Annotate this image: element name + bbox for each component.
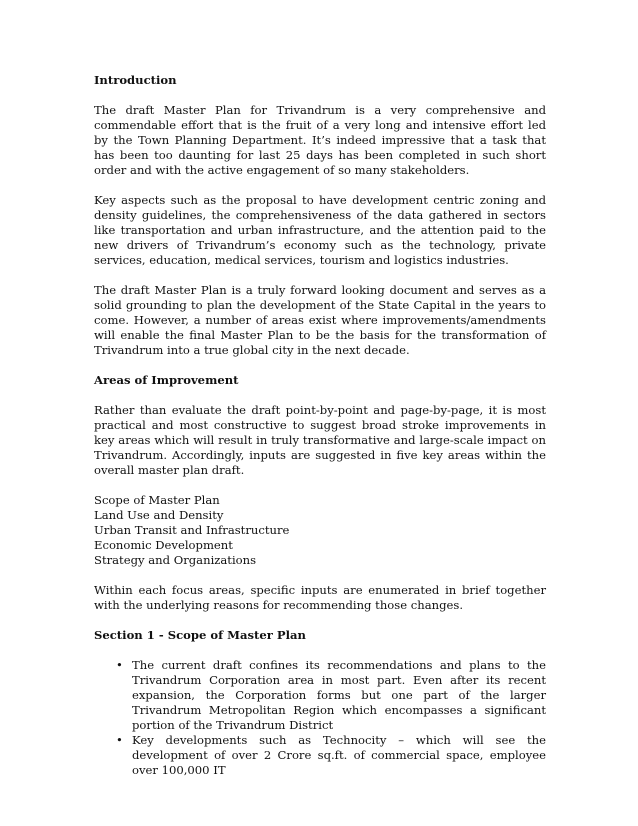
improvement-paragraph: Rather than evaluate the draft point-by-point and page-by-page, it is most practical and most constructive to suggest broad stroke improvements in key areas which will result in truly transformative and large-scale impact on Trivandrum. Accordingly, inputs are suggested in five key areas within the overall master plan draft.: [94, 403, 546, 477]
bullet-icon: •: [116, 658, 123, 672]
bullet-text: The current draft confines its recommendations and plans to the Trivandrum Corporation area in most part. Even after its recent expansion, the Corporation forms but one part of the larger Trivandrum Metropolitan Region which encompasses a significant portion of the Trivandrum District: [132, 658, 546, 732]
section-1-bullet-list: [94, 658, 546, 778]
introduction-heading: Introduction: [94, 73, 177, 87]
document-page: [94, 73, 546, 778]
bullet-text: Key developments such as Technocity – which will see the development of over 2 Crore sq.ft. of commercial space, employee over 100,000 IT: [132, 733, 546, 777]
bullet-item: [94, 733, 546, 778]
improvement-closing-paragraph: Within each focus areas, specific inputs are enumerated in brief together with the underlying reasons for recommending those changes.: [94, 583, 546, 612]
bullet-icon: •: [116, 733, 123, 747]
bullet-item: [94, 658, 546, 733]
areas-of-improvement-heading: Areas of Improvement: [94, 373, 239, 387]
focus-areas-list: [94, 493, 546, 568]
focus-area-item: Scope of Master Plan: [94, 493, 220, 507]
focus-area-item: Urban Transit and Infrastructure: [94, 523, 290, 537]
focus-area-item: Economic Development: [94, 538, 233, 552]
intro-paragraph-1: The draft Master Plan for Trivandrum is a very comprehensive and commendable effort that is the fruit of a very long and intensive effort led by the Town Planning Department. It’s indeed impressive that a task that has been too daunting for last 25 days has been completed in such short order and with the active engagement of so many stakeholders.: [94, 103, 546, 177]
focus-area-item: Strategy and Organizations: [94, 553, 257, 567]
focus-area-item: Land Use and Density: [94, 508, 224, 522]
intro-paragraph-3: The draft Master Plan is a truly forward looking document and serves as a solid grounding to plan the development of the State Capital in the years to come. However, a number of areas exist where improvements/amendments will enable the final Master Plan to be the basis for the transformation of Trivandrum into a true global city in the next decade.: [94, 283, 546, 357]
section-1-heading: Section 1 - Scope of Master Plan: [94, 628, 306, 642]
intro-paragraph-2: Key aspects such as the proposal to have development centric zoning and density guidelines, the comprehensiveness of the data gathered in sectors like transportation and urban infrastructure, and the attention paid to the new drivers of Trivandrum’s economy such as the technology, private services, education, medical services, tourism and logistics industries.: [94, 193, 546, 267]
